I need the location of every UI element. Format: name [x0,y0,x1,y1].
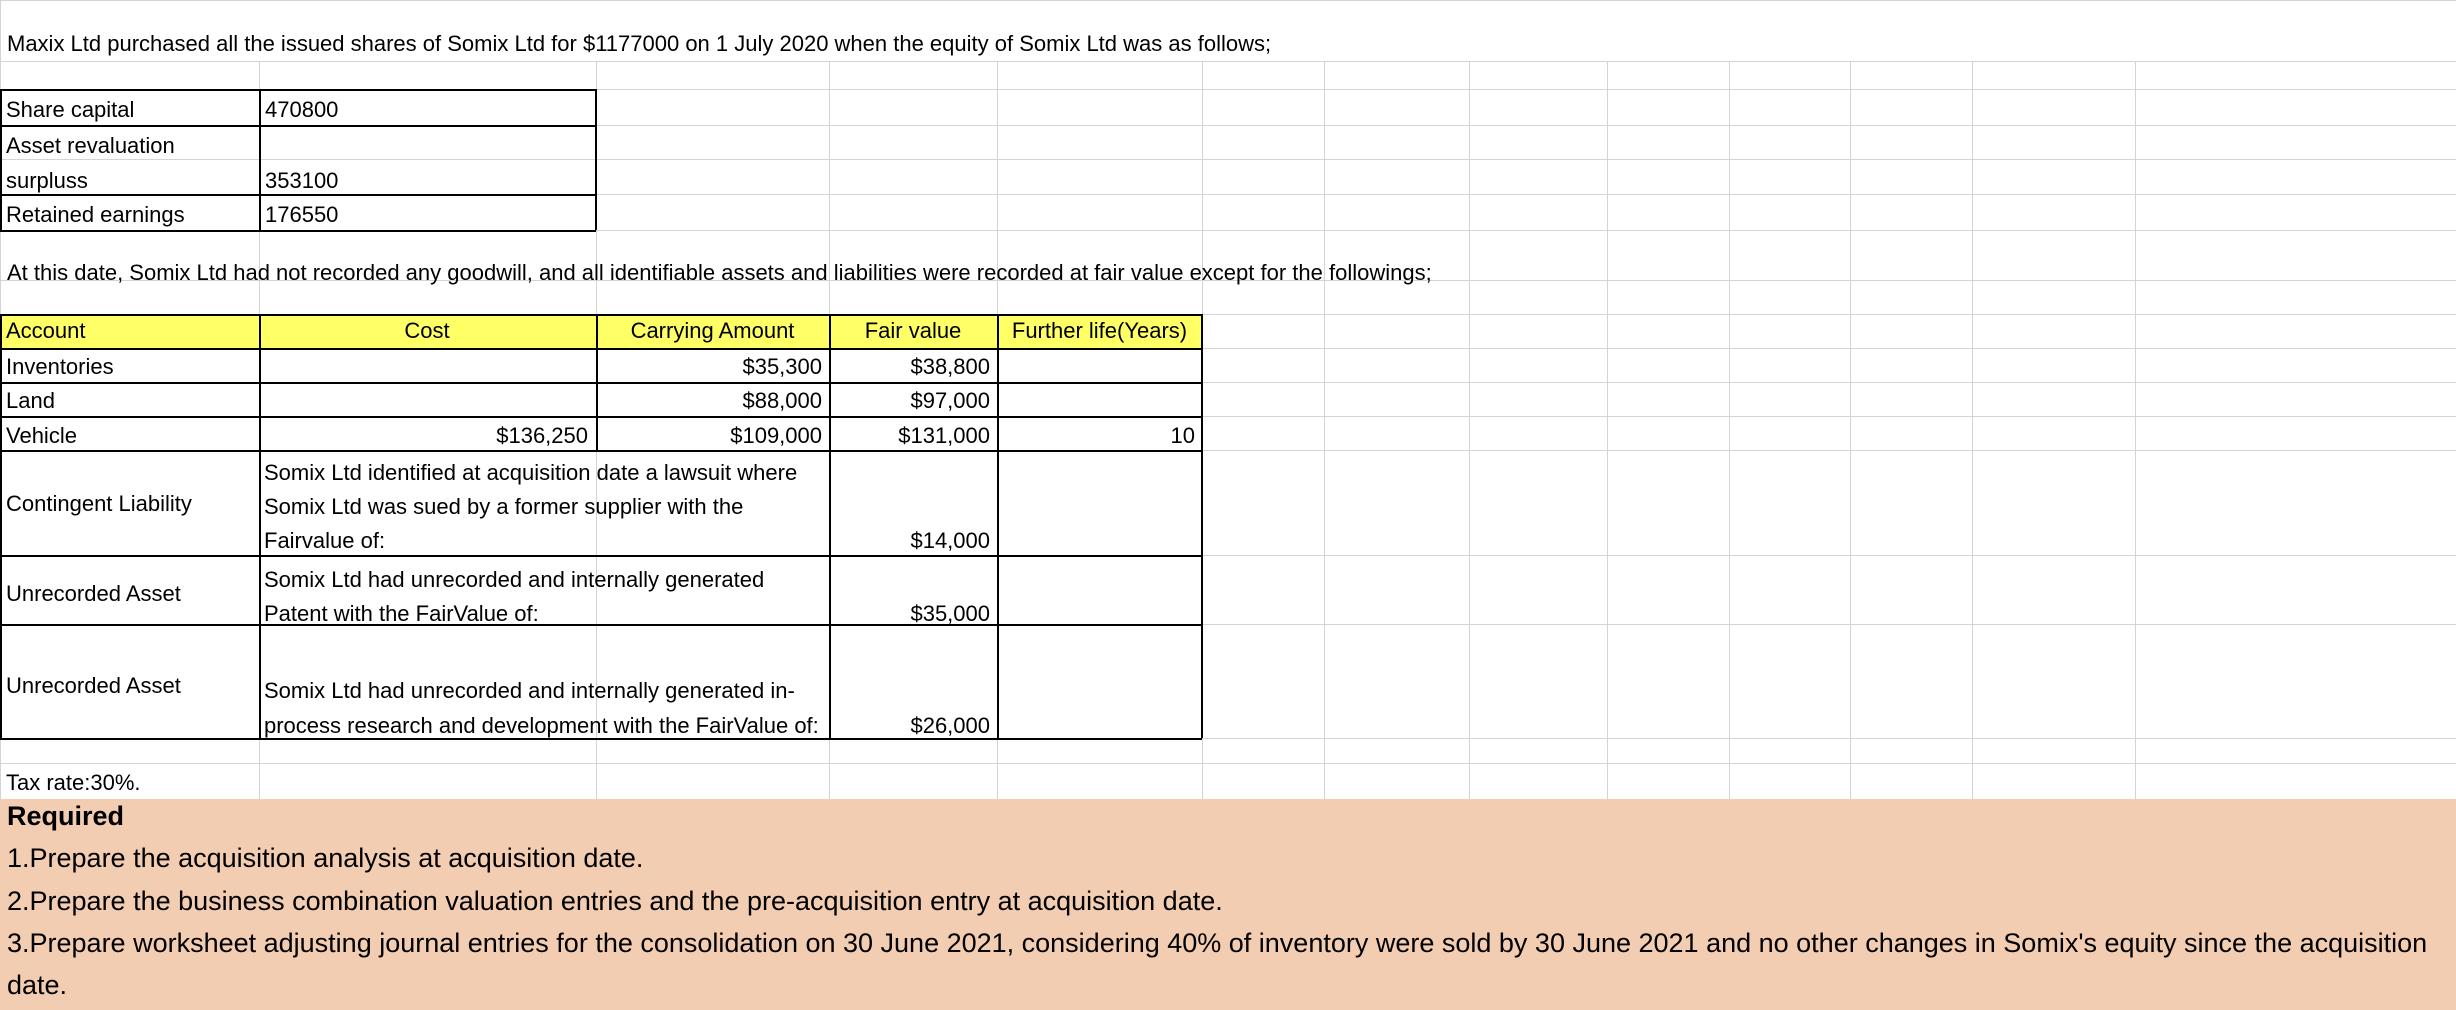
unrecorded-asset-1-desc-line1[interactable]: Somix Ltd had unrecorded and internally generated [264,567,765,592]
contingent-desc-line1[interactable]: Somix Ltd identified at acquisition date a lawsuit where [264,460,798,485]
tax-rate-text[interactable]: Tax rate:30%. [6,770,141,795]
unrecorded-asset-2-desc-line2: process research and development with the FairValue of: [264,713,819,738]
border-line [997,314,999,738]
border-line [0,450,1202,452]
land-carrying[interactable]: $88,000 [742,388,822,413]
border-line [0,89,2,230]
border-line [0,230,596,232]
inventories-account[interactable]: Inventories [6,354,114,379]
required-item-3-line1: 3.Prepare worksheet adjusting journal entries for the consolidation on 30 June 2021, considering 40% of inventory were sold by 30 June 2021 and no other changes in Somix's equity since the acquisition [7,928,2428,958]
retained-earnings-value[interactable]: 176550 [265,202,339,227]
border-line [0,738,1202,740]
header-fair-value[interactable]: Fair value [864,318,962,343]
unrecorded-asset-2-account[interactable]: Unrecorded Asset [6,673,181,698]
contingent-desc-line3: Fairvalue of: [264,528,386,553]
border-line [259,89,261,230]
border-line [0,416,1202,418]
asset-revaluation-label-line2: surpluss [6,168,88,193]
border-line [259,314,261,738]
border-line [0,314,1202,316]
required-item-3-line2: date. [7,970,68,1000]
unrecorded-asset-1-desc-line2: Patent with the FairValue of: [264,601,539,626]
vehicle-cost[interactable]: $136,250 [496,423,588,448]
border-line [829,314,831,738]
vehicle-fair[interactable]: $131,000 [898,423,990,448]
inventories-fair[interactable]: $38,800 [910,354,990,379]
header-carrying-amount[interactable]: Carrying Amount [630,318,795,343]
unrecorded-asset-1-account[interactable]: Unrecorded Asset [6,581,181,606]
retained-earnings-label[interactable]: Retained earnings [6,202,185,227]
share-capital-value[interactable]: 470800 [265,97,339,122]
share-capital-label[interactable]: Share capital [6,97,135,122]
border-line [0,382,1202,384]
border-line [0,125,596,127]
asset-revaluation-label-line1[interactable]: Asset revaluation [6,133,175,158]
unrecorded-asset-2-fair[interactable]: $26,000 [910,713,990,738]
intro-text: Maxix Ltd purchased all the issued shares of Somix Ltd for $1177000 on 1 July 2020 when the equity of Somix Ltd was as follows; [7,31,1272,56]
border-line [0,314,2,738]
statement-text: At this date, Somix Ltd had not recorded any goodwill, and all identifiable assets and liabilities were recorded at fair value except for the followings; [7,260,1432,285]
border-line [595,89,597,230]
unrecorded-asset-2-desc-line1[interactable]: Somix Ltd had unrecorded and internally generated in- [264,678,795,703]
border-line [0,348,1202,350]
vehicle-life[interactable]: 10 [1170,423,1195,448]
border-line [0,89,596,91]
border-line [1201,314,1203,738]
required-title: Required [7,801,125,831]
border-line [596,314,598,450]
vehicle-carrying[interactable]: $109,000 [730,423,822,448]
contingent-account[interactable]: Contingent Liability [6,491,192,516]
contingent-desc-line2: Somix Ltd was sued by a former supplier with the [264,494,744,519]
inventories-carrying[interactable]: $35,300 [742,354,822,379]
border-line [0,555,1202,557]
border-line [0,194,596,196]
land-fair[interactable]: $97,000 [910,388,990,413]
header-cost[interactable]: Cost [404,318,450,343]
vehicle-account[interactable]: Vehicle [6,423,77,448]
contingent-fair[interactable]: $14,000 [910,528,990,553]
header-account[interactable]: Account [6,318,86,343]
required-item-1: 1.Prepare the acquisition analysis at acquisition date. [7,843,644,873]
unrecorded-asset-1-fair[interactable]: $35,000 [910,601,990,626]
land-account[interactable]: Land [6,388,55,413]
required-item-2: 2.Prepare the business combination valuation entries and the pre-acquisition entry at acquisition date. [7,886,1223,916]
asset-revaluation-value[interactable]: 353100 [265,168,339,193]
border-line [0,624,1202,626]
header-further-life[interactable]: Further life(Years) [1011,318,1188,343]
